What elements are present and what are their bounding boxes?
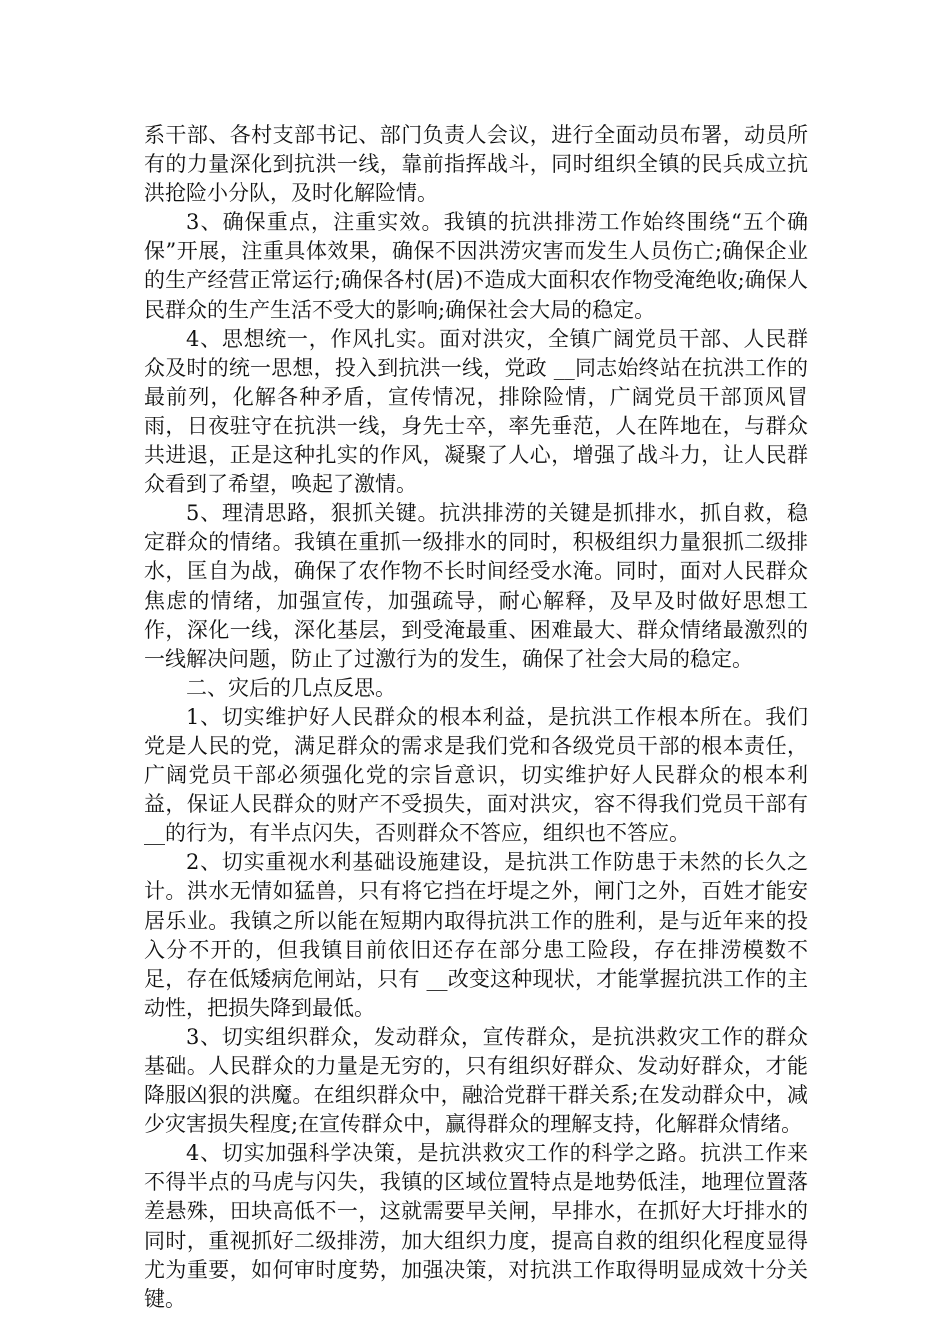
document-body bbox=[144, 121, 808, 1314]
paragraph-reflection-3: 3、切实组织群众，发动群众，宣传群众，是抗洪救灾工作的群众基础。人民群众的力量是无穷的，只有组织好群众、发动好群众，才能降服凶狠的洪魔。在组织群众中，融洽党群干群关系;在发动群众中，减少灾害损失程度;在宣传群众中，赢得群众的理解支持，化解群众情绪。 bbox=[144, 1024, 808, 1137]
paragraph-continued-mobilization: 系干部、各村支部书记、部门负责人会议，进行全面动员布署，动员所有的力量深化到抗洪一线，靠前指挥战斗，同时组织全镇的民兵成立抗洪抢险小分队，及时化解险情。 bbox=[144, 123, 808, 206]
paragraph-reflection-2: 2、切实重视水利基础设施建设，是抗洪工作防患于未然的长久之计。洪水无情如猛兽，只有将它挡在圩堤之外，闸门之外，百姓才能安居乐业。我镇之所以能在短期内取得抗洪工作的胜利，是与近年来的投入分不开的，但我镇目前依旧还存在部分患工险段，存在排涝模数不足，存在低矮病危闸站，只有 __改变这种现状，才能掌握抗洪工作的主动性，把损失降到最低。 bbox=[144, 850, 808, 1020]
paragraph-item-5-clear-approach: 5、理清思路，狠抓关键。抗洪排涝的关键是抓排水，抓自救，稳定群众的情绪。我镇在重抓一级排水的同时，积极组织力量狠抓二级排水，匡自为战，确保了农作物不长时间经受水淹。同时，面对人民群众焦虑的情绪，加强宣传，加强疏导，耐心解释，及早及时做好思想工作，深化一线，深化基层，到受淹最重、困难最大、群众情绪最激烈的一线解决问题，防止了过激行为的发生，确保了社会大局的稳定。 bbox=[144, 501, 808, 671]
section-heading-reflections: 二、灾后的几点反思。 bbox=[186, 675, 396, 700]
paragraph-item-3-key-points: 3、确保重点，注重实效。我镇的抗洪排涝工作始终围绕“五个确保”开展，注重具体效果，确保不因洪涝灾害而发生人员伤亡;确保企业的生产经营正常运行;确保各村(居)不造成大面积农作物受淹绝收;确保人民群众的生产生活不受大的影响;确保社会大局的稳定。 bbox=[144, 210, 808, 322]
paragraph-reflection-4: 4、切实加强科学决策，是抗洪救灾工作的科学之路。抗洪工作来不得半点的马虎与闪失，我镇的区域位置特点是地势低洼，地理位置落差悬殊，田块高低不一，这就需要早关闸，早排水，在抓好大圩排水的同时，重视抓好二级排涝，加大组织力度，提高自救的组织化程度显得尤为重要，如何审时度势，加强决策，对抗洪工作取得明显成效十分关键。 bbox=[144, 1141, 808, 1311]
paragraph-item-4-unified-thinking: 4、思想统一，作风扎实。面对洪灾，全镇广阔党员干部、人民群众及时的统一思想，投入到抗洪一线，党政 __同志始终站在抗洪工作的最前列，化解各种矛盾，宣传情况，排除险情，广阔党员干部顶风冒雨，日夜驻守在抗洪一线，身先士卒，率先垂范，人在阵地在，与群众共进退，正是这种扎实的作风，凝聚了人心，增强了战斗力，让人民群众看到了希望，唤起了激情。 bbox=[144, 326, 808, 497]
paragraph-reflection-1: 1、切实维护好人民群众的根本利益，是抗洪工作根本所在。我们党是人民的党，满足群众的需求是我们党和各级党员干部的根本责任，广阔党员干部必须强化党的宗旨意识，切实维护好人民群众的根本利益，保证人民群众的财产不受损失，面对洪灾，容不得我们党员干部有 __的行为，有半点闪失，否则群众不答应，组织也不答应。 bbox=[144, 704, 808, 846]
